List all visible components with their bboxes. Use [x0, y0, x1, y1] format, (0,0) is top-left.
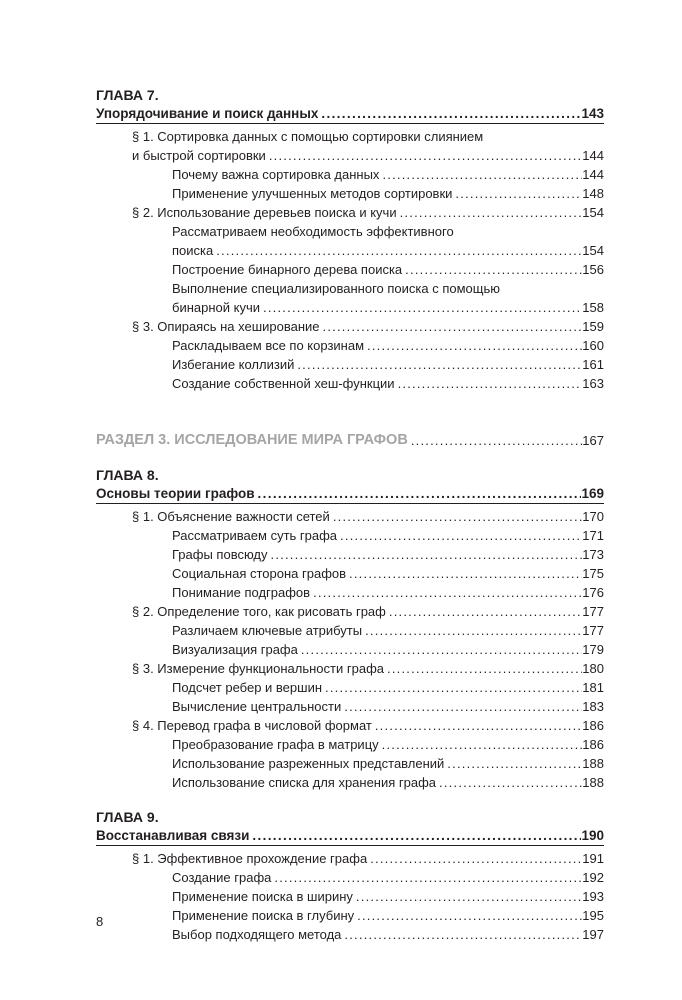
- page-ref: 170: [582, 509, 604, 524]
- toc-entry-text: Преобразование графа в матрицу: [172, 737, 379, 752]
- toc-entry: [96, 659, 604, 678]
- chapter-title: Восстанавливая связи: [96, 828, 250, 843]
- toc-entry: [96, 754, 604, 773]
- page-ref: 156: [582, 262, 604, 277]
- toc-entry: [96, 545, 604, 564]
- chapter-label: ГЛАВА 7.: [96, 87, 159, 103]
- chapter-label: ГЛАВА 9.: [96, 809, 159, 825]
- toc-entry-text: Социальная сторона графов: [172, 566, 347, 581]
- part-title-line: [96, 431, 604, 450]
- toc-entry: [96, 241, 604, 260]
- toc-entry: [96, 564, 604, 583]
- toc-entry-text: Использование разреженных представлений: [172, 756, 445, 771]
- toc-entry-text: поиска: [172, 243, 214, 258]
- toc-entry: [96, 735, 604, 754]
- toc-entry: [96, 697, 604, 716]
- page-ref: 191: [582, 851, 604, 866]
- toc-entry: [96, 849, 604, 868]
- page-ref: 160: [582, 338, 604, 353]
- chapter-underline: [96, 503, 604, 504]
- page-ref: 161: [582, 357, 604, 372]
- toc-entry: [96, 773, 604, 792]
- toc-entry: [96, 507, 604, 526]
- toc-entry-text: § 1. Объяснение важности сетей: [132, 509, 330, 524]
- page-ref: 154: [582, 205, 604, 220]
- page-ref: 143: [581, 106, 604, 121]
- page-ref: 154: [582, 243, 604, 258]
- toc-entry: [96, 336, 604, 355]
- toc-entry-text: § 1. Эффективное прохождение графа: [132, 851, 368, 866]
- page-ref: 192: [582, 870, 604, 885]
- page-ref: 171: [582, 528, 604, 543]
- page-ref: 188: [582, 775, 604, 790]
- page-ref: 159: [582, 319, 604, 334]
- page-ref: 173: [582, 547, 604, 562]
- page-ref: 144: [582, 148, 604, 163]
- toc-entry: [96, 640, 604, 659]
- toc-entry-text: Применение поиска в ширину: [172, 889, 353, 904]
- toc-entry: [96, 716, 604, 735]
- page-ref: 179: [582, 642, 604, 657]
- toc-entry-text: Использование списка для хранения графа: [172, 775, 437, 790]
- toc-entry: [96, 184, 604, 203]
- toc-entry-text: § 2. Использование деревьев поиска и кучи: [132, 205, 397, 220]
- page-ref: 158: [582, 300, 604, 315]
- page-ref: 188: [582, 756, 604, 771]
- page-ref: 183: [582, 699, 604, 714]
- toc-entry-text: и быстрой сортировки: [132, 148, 266, 163]
- toc-entry: [96, 526, 604, 545]
- chapter-label: ГЛАВА 8.: [96, 467, 159, 483]
- toc-entry-text: § 1. Сортировка данных с помощью сортировки слиянием: [132, 129, 484, 144]
- toc-entry-text: § 2. Определение того, как рисовать граф: [132, 604, 386, 619]
- chapter-underline: [96, 845, 604, 846]
- toc-entry: [96, 887, 604, 906]
- toc-entry-text: Выполнение специализированного поиска с помощью: [172, 281, 501, 296]
- page-ref: 144: [582, 167, 604, 182]
- toc-entry-text: Выбор подходящего метода: [172, 927, 342, 942]
- page-ref: 175: [582, 566, 604, 581]
- toc-entry: [96, 260, 604, 279]
- toc-entry-text: Графы повсюду: [172, 547, 268, 562]
- toc-entry-text: Вычисление центральности: [172, 699, 342, 714]
- toc-entry: [96, 868, 604, 887]
- page-ref: 180: [582, 661, 604, 676]
- toc-entry: [96, 925, 604, 944]
- toc-entry-text: Применение поиска в глубину: [172, 908, 355, 923]
- toc-entry-text: Избегание коллизий: [172, 357, 295, 372]
- toc-entry: [96, 906, 604, 925]
- toc-entry: [96, 298, 604, 317]
- toc-entry-text: Подсчет ребер и вершин: [172, 680, 323, 695]
- chapter-title-line: [96, 826, 604, 845]
- toc-entry: [96, 602, 604, 621]
- toc-entry-text: § 4. Перевод графа в числовой формат: [132, 718, 372, 733]
- page-ref: 167: [582, 433, 604, 448]
- part-title: РАЗДЕЛ 3. ИССЛЕДОВАНИЕ МИРА ГРАФОВ: [96, 432, 408, 448]
- toc-entry-text: бинарной кучи: [172, 300, 260, 315]
- page-ref: 195: [582, 908, 604, 923]
- toc-entry-text: Различаем ключевые атрибуты: [172, 623, 363, 638]
- page-ref: 186: [582, 737, 604, 752]
- chapter-underline: [96, 123, 604, 124]
- page-ref: 177: [582, 604, 604, 619]
- page-ref: 176: [582, 585, 604, 600]
- toc-entry: [96, 583, 604, 602]
- toc-entry: [96, 355, 604, 374]
- toc-entry: [96, 165, 604, 184]
- toc-entry-text: Рассматриваем необходимость эффективного: [172, 224, 454, 239]
- toc-entry: [96, 621, 604, 640]
- toc-entry-text: Создание собственной хеш-функции: [172, 376, 395, 391]
- page-ref: 181: [582, 680, 604, 695]
- toc-entry-text: § 3. Измерение функциональности графа: [132, 661, 384, 676]
- toc-entry-text: Визуализация графа: [172, 642, 298, 657]
- page-ref: 197: [582, 927, 604, 942]
- toc-entry-text: Почему важна сортировка данных: [172, 167, 380, 182]
- chapter-title-line: [96, 484, 604, 503]
- toc-entry: [96, 374, 604, 393]
- toc-entry: [96, 678, 604, 697]
- toc-entry-text: Рассматриваем суть графа: [172, 528, 338, 543]
- chapter-title-line: [96, 104, 604, 123]
- toc-entry-text: § 3. Опираясь на хеширование: [132, 319, 320, 334]
- page-ref: 193: [582, 889, 604, 904]
- toc-entry: [96, 317, 604, 336]
- toc-entry-text: Применение улучшенных методов сортировки: [172, 186, 453, 201]
- toc-entry: [96, 146, 604, 165]
- chapter-title: Упорядочивание и поиск данных: [96, 106, 319, 121]
- page-ref: 177: [582, 623, 604, 638]
- toc-entry-text: Построение бинарного дерева поиска: [172, 262, 403, 277]
- toc-entry-text: Понимание подграфов: [172, 585, 311, 600]
- toc-entry-text: Создание графа: [172, 870, 272, 885]
- page-ref: 169: [581, 486, 604, 501]
- table-of-contents: [96, 86, 604, 944]
- page-ref: 148: [582, 186, 604, 201]
- page-ref: 186: [582, 718, 604, 733]
- chapter-title: Основы теории графов: [96, 486, 255, 501]
- toc-entry-text: Раскладываем все по корзинам: [172, 338, 365, 353]
- page-ref: 163: [582, 376, 604, 391]
- toc-entry: [96, 203, 604, 222]
- page-number: 8: [96, 914, 104, 929]
- page-ref: 190: [581, 828, 604, 843]
